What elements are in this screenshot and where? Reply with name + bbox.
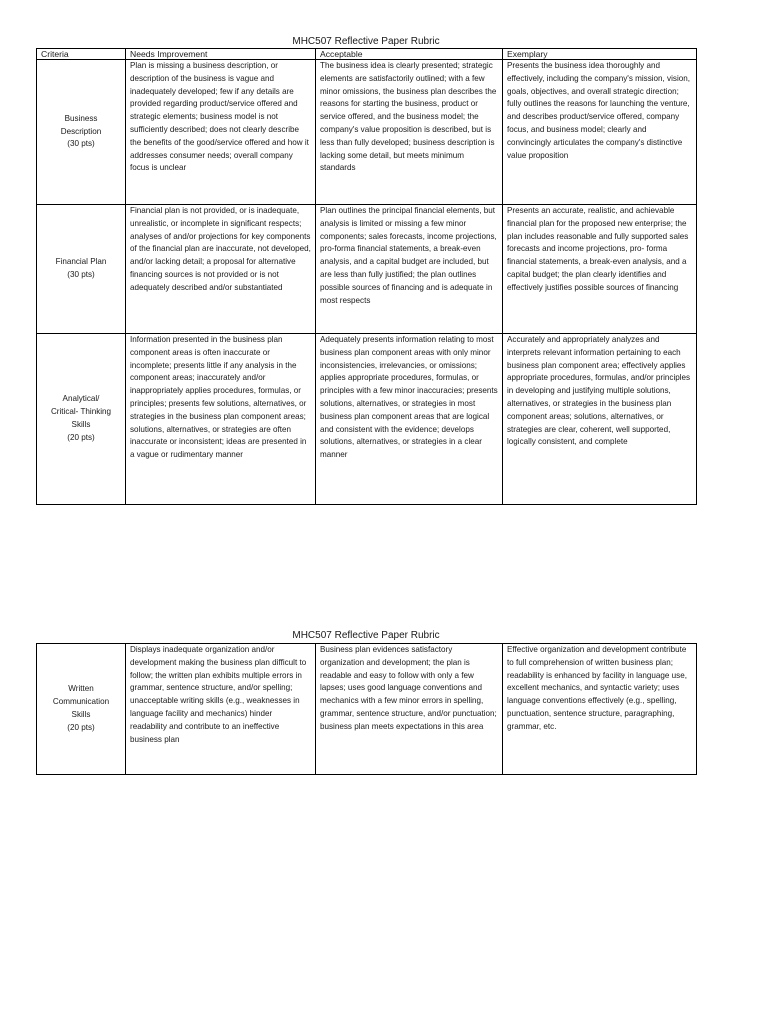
criteria-cell xyxy=(37,644,126,775)
criteria-line: (20 pts) xyxy=(67,432,95,442)
acceptable-cell: Plan outlines the principal financial elements, but analysis is limited or missing a few minor components; sales forecasts, income projections, pro-forma financial statements, a break-even analysis, and a capital budget are included, but are less than fully justified; the plan outlines possible sources of financing and is adequate in most respects xyxy=(316,205,503,334)
criteria-line: Business xyxy=(64,113,98,123)
header-criteria: Criteria xyxy=(37,49,126,60)
acceptable-cell: The business idea is clearly presented; strategic elements are satisfactorily outlined; with a few minor omissions, the business plan describes the reasons for starting the business, product or service offered, and the business model; the company's value proposition is described, but is less than fully developed; business description is lacking some detail, but meets minimum standards xyxy=(316,60,503,205)
criteria-cell xyxy=(37,334,126,505)
criteria-line: Critical- Thinking xyxy=(50,407,112,417)
table-header-row xyxy=(37,49,697,60)
exemplary-cell: Presents the business idea thoroughly and effectively, including the company's mission, vision, goals, objectives, and overall strategic direction; fully outlines the reasons for launching the venture, and describes product/service offered, company focus, and business model; clearly and convincingly articulates the company's distinctive value proposition xyxy=(503,60,697,205)
exemplary-cell: Presents an accurate, realistic, and achievable financial plan for the proposed new enterprise; the plan includes reasonable and fully supported sales forecasts and income projections, pro- forma financial statements, a break-even analysis, and a capital budget; the plan clearly identifies and effectively justifies possible sources of financing xyxy=(503,205,697,334)
acceptable-cell: Business plan evidences satisfactory organization and development; the plan is readable and easy to follow with only a few lapses; uses good language conventions and mechanics with a few minor errors in spelling, grammar, sentence structure, and/or punctuation; business plan meets expectations in this area xyxy=(316,644,503,775)
needs-improvement-cell: Financial plan is not provided, or is inadequate, unrealistic, or incomplete in significant respects; analyses of and/or projections for key components of the financial plan are inaccurate, not developed, and/or lacking detail; a proposal for alternative financing sources is not provided or is not adequately described and/or substantiated xyxy=(126,205,316,334)
criteria-line: Analytical/ xyxy=(62,394,100,404)
rubric-table-2 xyxy=(36,643,697,775)
criteria-line: Description xyxy=(60,126,102,136)
exemplary-cell: Accurately and appropriately analyzes and interprets relevant information pertaining to each business plan component area; effectively applies appropriate procedures, formulas, and/or principles in developing and justifying multiple solutions, alternatives, or strategies in the business plan component areas; solutions, alternatives, or strategies are clear, coherent, well supported, logically consistent, and complete xyxy=(503,334,697,505)
exemplary-cell: Effective organization and development contribute to full comprehension of written business plan; readability is enhanced by facility in language use, excellent mechanics, and syntactic variety; uses language conventions effectively (e.g., spelling, punctuation, sentence structure, paragraphing, grammar, etc. xyxy=(503,644,697,775)
needs-improvement-cell: Information presented in the business plan component areas is often inaccurate or incomplete; presents little if any analysis in the component areas; inaccurately and/or inappropriately applies procedures, formulas, or principles; presents few solutions, alternatives, or strategies in the business plan component areas; solutions, alternatives, or strategies are often inaccurate or inconsistent; ideas are presented in a vague or rudimentary manner xyxy=(126,334,316,505)
criteria-line: Skills xyxy=(71,420,91,429)
criteria-line: Written xyxy=(68,684,94,694)
needs-improvement-cell: Displays inadequate organization and/or development making the business plan difficult to follow; the written plan exhibits multiple errors in grammar, sentence structure, and/or spelling; unacceptable writing skills (e.g., weaknesses in language facility and mechanics) hinder readability and contribute to an ineffective business plan xyxy=(126,644,316,775)
table-row xyxy=(37,60,697,205)
rubric-title-2: MHC507 Reflective Paper Rubric xyxy=(292,630,440,641)
header-needs-improvement: Needs Improvement xyxy=(126,49,316,60)
table-row xyxy=(37,334,697,505)
rubric-table-1 xyxy=(36,48,697,505)
header-exemplary: Exemplary xyxy=(503,49,697,60)
header-acceptable: Acceptable xyxy=(316,49,503,60)
table-row xyxy=(37,644,697,775)
criteria-line: Skills xyxy=(71,710,91,719)
criteria-line: Financial Plan xyxy=(55,257,107,267)
acceptable-cell: Adequately presents information relating to most business plan component areas with only minor inconsistencies, irrelevancies, or omissions; applies appropriate procedures, formulas, or principles with a few minor inaccuracies; presents solutions, alternatives, or strategies in most business plan component areas that are logical and consistent with the evidence; develops solutions, alternatives, or strategies in a clear manner xyxy=(316,334,503,505)
criteria-cell xyxy=(37,60,126,205)
criteria-line: Communication xyxy=(52,697,110,707)
criteria-cell xyxy=(37,205,126,334)
rubric-title-1: MHC507 Reflective Paper Rubric xyxy=(292,36,440,47)
criteria-line: (30 pts) xyxy=(67,139,95,149)
criteria-line: (30 pts) xyxy=(67,270,95,279)
criteria-line: (20 pts) xyxy=(67,722,95,732)
needs-improvement-cell: Plan is missing a business description, or description of the business is vague and inadequately developed; few if any details are provided regarding product/service offered and strategic elements; business model is not sufficiently described; does not clearly describe the benefits of the good/service offered and how it addresses consumer needs; overall company focus is unclear xyxy=(126,60,316,205)
table-row xyxy=(37,205,697,334)
